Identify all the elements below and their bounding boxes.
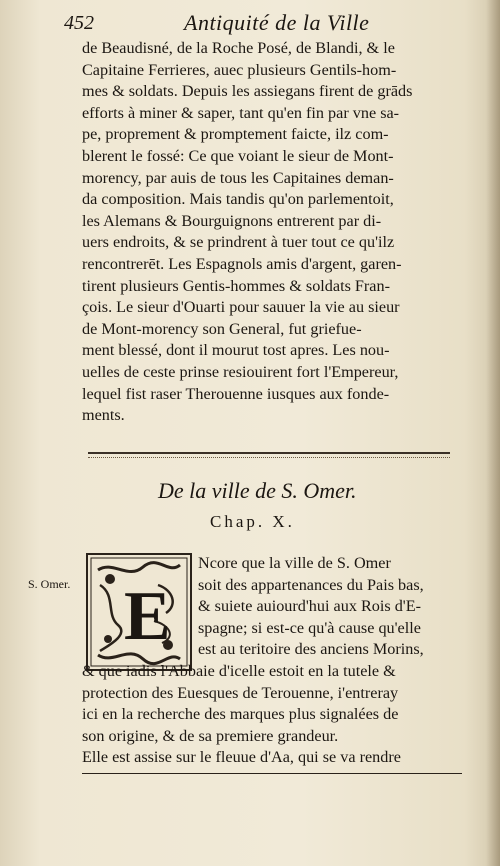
text-line: les Alemans & Bourguignons entrerent par di-	[82, 211, 382, 230]
text-line: çois. Le sieur d'Ouarti pour sauuer la vie au sieur	[82, 298, 400, 317]
running-title: Antiquité de la Ville	[184, 10, 370, 35]
text-line: son origine, & de sa premiere grandeur.	[82, 726, 339, 745]
text-line: soit des appartenances du Pais bas,	[198, 575, 424, 594]
text-line: mes & soldats. Depuis les assiegans firent de grāds	[82, 82, 413, 101]
chapter-title: De la ville de S. Omer.	[158, 478, 357, 503]
text-line: protection des Euesques de Terouenne, i'entreray	[82, 683, 399, 702]
text-line: & que iadis l'Abbaie d'icelle estoit en la tutele &	[82, 661, 396, 680]
text-line: rencontrerēt. Les Espagnols amis d'argent, garen-	[82, 254, 402, 273]
text-line: Elle est assise sur le fleuue d'Aa, qui se va rendre	[82, 748, 401, 767]
text-line: uelles de ceste prinse resiouirent fort l'Empereur,	[82, 362, 399, 381]
page-number: 452	[64, 12, 94, 34]
initial-letter: E	[124, 578, 171, 655]
text-line: morency, par auis de tous les Capitaines deman-	[82, 168, 394, 187]
bottom-rule	[82, 773, 462, 774]
paragraph-2	[82, 553, 472, 769]
text-line: blerent le fossé: Ce que voiant le sieur de Mont-	[82, 146, 394, 165]
text-line: tirent plusieurs Gentis-hommes & soldats Fran-	[82, 276, 390, 295]
text-line: da composition. Mais tandis qu'on parlementoit,	[82, 190, 394, 209]
text-line: pe, proprement & promptement faicte, ilz com-	[82, 125, 389, 144]
text-line: & suiete auiourd'hui aux Rois d'E-	[198, 597, 421, 616]
text-line: spagne; si est-ce qu'à cause qu'elle	[198, 618, 421, 637]
margin-note: S. Omer.	[28, 577, 71, 591]
section-divider-rule	[88, 452, 450, 454]
text-line: ments.	[82, 406, 125, 425]
text-line: de Mont-morency son General, fut griefue-	[82, 319, 362, 338]
text-line: Ncore que la ville de S. Omer	[198, 554, 391, 572]
section-divider-dots	[88, 457, 450, 458]
text-line: de Beaudisné, de la Roche Posé, de Blandi, & le	[82, 39, 395, 57]
page-header	[64, 6, 464, 36]
text-line: ment blessé, dont il mourut tost apres. Les nou-	[82, 341, 390, 360]
text-line: Capitaine Ferrieres, auec plusieurs Gentils-hom-	[82, 60, 397, 79]
paragraph-1	[82, 38, 472, 427]
text-line: ici en la recherche des marques plus signalées de	[82, 705, 399, 724]
chapter-number: Chap. X.	[210, 512, 295, 531]
text-line: lequel fist raser Therouenne iusques aux fonde-	[82, 384, 390, 403]
text-line: uers endroits, & se prindrent à tuer tout ce qu'ilz	[82, 233, 395, 252]
text-line: est au teritoire des anciens Morins,	[198, 640, 424, 659]
text-line: efforts à miner & saper, tant qu'en fin par vne sa-	[82, 103, 400, 122]
page-gutter-shadow	[486, 0, 500, 866]
